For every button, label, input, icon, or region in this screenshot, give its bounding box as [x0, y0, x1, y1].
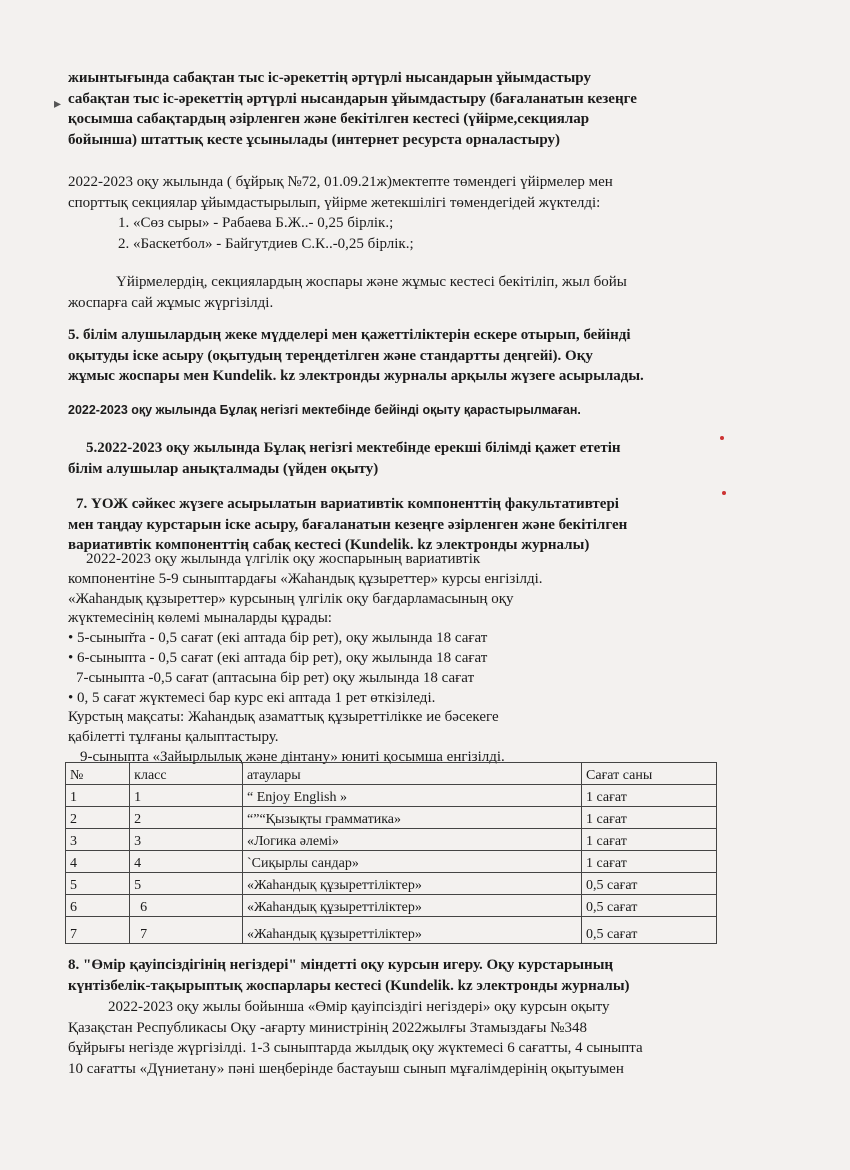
- section8-body: [68, 997, 718, 1079]
- text-line: жұмыс жоспары мен Kundelik. kz электронды журналы арқылы жүзеге асырылады.: [68, 368, 644, 384]
- text-line: бұйрығы негізде жүргізілді. 1-3 сыныптарда жылдық оқу жүктемесі 6 сағатты, 4 сыныпта: [68, 1040, 643, 1056]
- text-line: 9-сыныпта «Зайырлылық және дінтану» юниті қосымша енгізілді.: [80, 748, 505, 765]
- text-line: 5. білім алушылардың жеке мүдделері мен қажеттіліктерін ескере отырып, бейінді: [68, 327, 631, 343]
- section8-heading: [68, 955, 718, 996]
- text-line: сабақтан тыс іс-әрекеттің әртүрлі нысандарын ұйымдастыру (бағаланатын кезеңге: [68, 90, 637, 107]
- table-cell: 5: [130, 873, 243, 895]
- text-line: жоспарға сай жұмыс жүргізілді.: [68, 294, 274, 311]
- text-line: 2022-2023 оқу жылында ( бұйрық №72, 01.09.21ж)мектепте төмендегі үйірмелер мен: [68, 174, 613, 190]
- table-cell: 1: [66, 785, 130, 807]
- table-header-row: [66, 763, 717, 785]
- table-cell: 3: [66, 829, 130, 851]
- table-cell: 6: [130, 895, 243, 917]
- table-row: [66, 873, 717, 895]
- scan-mark: [722, 491, 726, 495]
- text-line: 2022-2023 оқу жылында үлгілік оқу жоспарының вариативтік: [86, 551, 481, 567]
- table-cell: 5: [66, 873, 130, 895]
- text-line: вариативтік компоненттің сабақ кестесі (Kundelik. kz электронды журналы): [68, 537, 590, 553]
- table-cell: 0,5 сағат: [582, 873, 717, 895]
- list-item: 1. «Сөз сыры» - Рабаева Б.Ж..- 0,25 бірлік.;: [118, 215, 394, 231]
- text-line: қосымша сабақтардың әзірленген және бекітілген кестесі (үйірме,секциялар: [68, 111, 590, 127]
- table-row: [66, 807, 717, 829]
- text-line: компонентіне 5-9 сыныптардағы «Жаһандық құзыреттер» курсы енгізілді.: [68, 570, 543, 587]
- table-cell: 0,5 сағат: [582, 917, 717, 944]
- clubs-paragraph: [68, 172, 718, 254]
- text-line: күнтізбелік-тақырыптық жоспарлары кестесі (Kundelik. kz электронды журналы): [68, 977, 630, 994]
- header-cell: класс: [130, 763, 243, 785]
- text-line: 10 сағатты «Дүниетану» пәні шеңберінде бастауыш сынып мұғалімдерінің оқытуымен: [68, 1060, 624, 1077]
- table-cell: 4: [130, 851, 243, 873]
- table-cell: «Жаһандық құзыреттіліктер»: [243, 895, 582, 917]
- text-line: оқытуды іске асыру (оқытудың тереңдетілген және стандартты деңгейі). Оқу: [68, 347, 593, 364]
- table-row: [66, 895, 717, 917]
- table-cell: 6: [66, 895, 130, 917]
- bullet-item: • 5-сынып̆та - 0,5 сағат (екі аптада бір рет), оқу жылында 18 сағат: [68, 630, 488, 647]
- scan-mark: [720, 436, 724, 440]
- text-line: «Жаһандық құзыреттер» курсының үлгілік оқу бағдарламасының оқу: [68, 590, 514, 607]
- table-row: [66, 785, 717, 807]
- table-cell: 1 сағат: [582, 807, 717, 829]
- text-line: қабілетті тұлғаны қалыптастыру.: [68, 729, 279, 746]
- header-cell: Сағат саны: [582, 763, 717, 785]
- text-line: Үйірмелердің, секциялардың жоспары және жұмыс кестесі бекітіліп, жыл бойы: [116, 274, 627, 290]
- table-cell: 3: [130, 829, 243, 851]
- text-line: 7-сыныпта -0,5 сағат (аптасына бір рет) оқу жылында 18 сағат: [76, 669, 475, 686]
- table-cell: “ Enjoy English »: [243, 785, 582, 807]
- section7-heading: [68, 494, 718, 556]
- table-cell: 1 сағат: [582, 829, 717, 851]
- table-cell: «Логика әлемі»: [243, 829, 582, 851]
- text-line: 8. "Өмір қауіпсіздігінің негіздері" міндетті оқу курсын игеру. Оқу курстарының: [68, 957, 614, 973]
- table-cell: 2: [130, 807, 243, 829]
- text-line: бойынша) штаттық кесте ұсынылады (интернет ресурста орналастыру): [68, 131, 561, 148]
- text-line: 2022-2023 оқу жылы бойынша «Өмір қауіпсіздігі негіздері» оқу курсын оқыту: [108, 999, 610, 1015]
- bullet-item: • 6-сыныпта - 0,5 сағат (екі аптада бір рет), оқу жылында 18 сағат: [68, 649, 488, 666]
- header-cell: атаулары: [243, 763, 582, 785]
- table-cell: «Жаһандық құзыреттіліктер»: [243, 917, 582, 944]
- table-cell: 1 сағат: [582, 851, 717, 873]
- list-item: 2. «Баскетбол» - Байгутдиев С.К..-0,25 бірлік.;: [118, 235, 414, 252]
- text-line: мен таңдау курстарын іске асыру, бағаланатын кезеңге әзірленген және бекітілген: [68, 516, 628, 533]
- table-cell: 0,5 сағат: [582, 895, 717, 917]
- intro-heading: [68, 68, 718, 150]
- text-line: жүктемесінің көлемі мыналарды құрады:: [68, 610, 332, 627]
- table-cell: «Жаһандық құзыреттіліктер»: [243, 873, 582, 895]
- table-cell: 7: [66, 917, 130, 944]
- table-row: [66, 917, 717, 944]
- section5-heading: [68, 325, 718, 387]
- text-line: білім алушылар анықталмады (үйден оқыту): [68, 460, 379, 477]
- section7-body: [68, 550, 718, 768]
- table-row: [66, 829, 717, 851]
- text-line: Курстың мақсаты: Жаһандық азаматтық құзыреттілікке ие бәсекеге: [68, 709, 499, 726]
- text-line: жиынтығында сабақтан тыс іс-әрекеттің әртүрлі нысандарын ұйымдастыру: [68, 70, 591, 86]
- text-line: 5.2022-2023 оқу жылында Бұлақ негізгі мектебінде ерекші білімді қажет ететін: [86, 440, 621, 456]
- table-cell: 4: [66, 851, 130, 873]
- table-cell: 1 сағат: [582, 785, 717, 807]
- table-cell: 2: [66, 807, 130, 829]
- table-cell: 7: [130, 917, 243, 944]
- table-cell: “”“Қызықты грамматика»: [243, 807, 582, 829]
- courses-table: [65, 762, 717, 944]
- header-cell: №: [66, 763, 130, 785]
- clubs-plan-paragraph: [68, 272, 718, 313]
- table-cell: `Сиқырлы сандар»: [243, 851, 582, 873]
- table-cell: 1: [130, 785, 243, 807]
- scan-speck: ▸: [54, 97, 62, 112]
- text-line: спорттық секциялар ұйымдастырылып, үйірме жетекшілігі төмендегідей жүктелді:: [68, 194, 601, 211]
- text-line: Қазақстан Республикасы Оқу -ағарту министрінің 2022жылғы 3тамыздағы №348: [68, 1019, 587, 1036]
- section5-note: 2022-2023 оқу жылында Бұлақ негізгі мектебінде бейінді оқыту қарастырылмаған.: [68, 403, 581, 417]
- bullet-item: • 0, 5 сағат жүктемесі бар курс екі аптада 1 рет өткізіледі.: [68, 689, 436, 706]
- section5b-heading: [68, 438, 718, 479]
- text-line: 7. ҮОЖ сәйкес жүзеге асырылатын вариативтік компоненттің факультативтері: [76, 496, 619, 512]
- table-row: [66, 851, 717, 873]
